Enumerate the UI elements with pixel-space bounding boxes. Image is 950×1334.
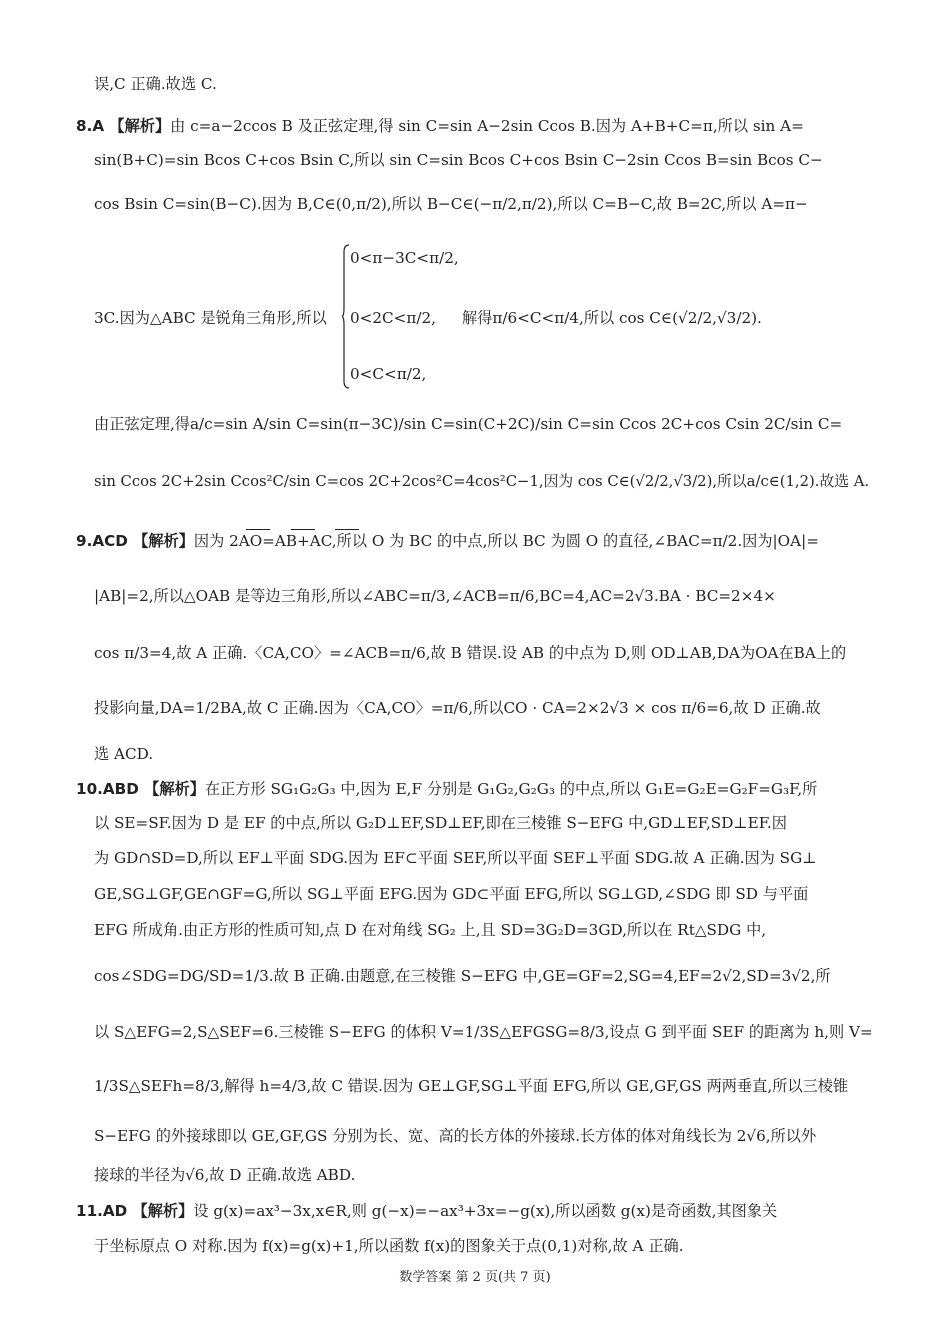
line-text: S−EFG 的外接球即以 GE,GF,GS 分别为长、宽、高的长方体的外接球.长方体的体对角线长为 2√6,所以外 xyxy=(94,1127,817,1145)
line-text: 1/3S△SEFh=8/3,解得 h=4/3,故 C 错误.因为 GE⊥GF,SG⊥平面 EFG,所以 GE,GF,GS 两两垂直,所以三棱锥 xyxy=(94,1077,849,1095)
line-text: 3C.因为△ABC 是锐角三角形,所以 xyxy=(94,309,327,327)
line-text: 0<2C<π/2, xyxy=(350,309,436,327)
line-text: 于坐标原点 O 对称.因为 f(x)=g(x)+1,所以函数 f(x)的图象关于点(0,1)对称,故 A 正确. xyxy=(94,1237,684,1255)
text-line-l11 xyxy=(94,472,874,492)
text-line-l13 xyxy=(94,586,874,606)
answer-label: 10.ABD 【解析】 xyxy=(76,780,205,798)
line-text: 在正方形 SG₁G₂G₃ 中,因为 E,F 分别是 G₁G₂,G₂G₃ 的中点,所以 G₁E=G₂E=G₂F=G₃F,所 xyxy=(204,780,818,798)
vector-bar xyxy=(291,529,315,530)
answer-label: 9.ACD 【解析】 xyxy=(76,532,194,550)
line-text: cos∠SDG=DG/SD=1/3.故 B 正确.由题意,在三棱锥 S−EFG 中,GE=GF=2,SG=4,EF=2√2,SD=3√2,所 xyxy=(94,967,831,985)
text-line-l04 xyxy=(94,194,874,214)
text-line-l03 xyxy=(94,150,874,170)
line-text: 解得π/6<C<π/4,所以 cos C∈(√2/2,√3/2). xyxy=(462,309,762,327)
text-line-l16 xyxy=(94,744,874,764)
text-line-l19 xyxy=(94,848,874,868)
line-text: cos π/3=4,故 A 正确.〈CA,CO〉=∠ACB=π/6,故 B 错误.设 AB 的中点为 D,则 OD⊥AB,DA为OA在BA上的 xyxy=(94,644,847,662)
line-text: 设 g(x)=ax³−3x,x∈R,则 g(−x)=−ax³+3x=−g(x),所以函数 g(x)是奇函数,其图象关 xyxy=(193,1202,778,1220)
text-line-l18 xyxy=(94,813,874,833)
line-text: 由正弦定理,得a/c=sin A/sin C=sin(π−3C)/sin C=sin(C+2C)/sin C=sin Ccos 2C+cos Csin 2C/sin C= xyxy=(94,415,843,433)
line-text: 接球的半径为√6,故 D 正确.故选 ABD. xyxy=(94,1166,356,1184)
line-text: 0<π−3C<π/2, xyxy=(350,249,459,267)
text-line-l20 xyxy=(94,884,874,904)
line-text: |AB|=2,所以△OAB 是等边三角形,所以∠ABC=π/3,∠ACB=π/6,BC=4,AC=2√3.BA · BC=2×4× xyxy=(94,587,776,605)
vector-bar xyxy=(246,529,270,530)
line-text: 以 S△EFG=2,S△SEF=6.三棱锥 S−EFG 的体积 V=1/3S△EFGSG=8/3,设点 G 到平面 SEF 的距离为 h,则 V= xyxy=(94,1023,873,1041)
text-line-l14 xyxy=(94,643,874,663)
line-text: EFG 所成角.由正方形的性质可知,点 D 在对角线 SG₂ 上,且 SD=3G₂D=3GD,所以在 Rt△SDG 中, xyxy=(94,921,767,939)
line-text: 误,C 正确.故选 C. xyxy=(94,75,217,93)
text-line-l17 xyxy=(76,779,874,799)
vector-bar xyxy=(335,529,359,530)
line-text: 0<C<π/2, xyxy=(350,365,427,383)
text-line-l08 xyxy=(462,308,874,328)
text-line-l15 xyxy=(94,698,874,718)
text-line-l26 xyxy=(94,1165,874,1185)
text-line-l05 xyxy=(350,248,874,268)
text-line-l21 xyxy=(94,920,874,940)
line-text: 选 ACD. xyxy=(94,745,154,763)
line-text: 由 c=a−2ccos B 及正弦定理,得 sin C=sin A−2sin Ccos B.因为 A+B+C=π,所以 sin A= xyxy=(170,117,804,135)
line-text: 以 SE=SF.因为 D 是 EF 的中点,所以 G₂D⊥EF,SD⊥EF,即在三棱锥 S−EFG 中,GD⊥EF,SD⊥EF.因 xyxy=(94,814,787,832)
text-line-l28 xyxy=(94,1236,874,1256)
text-line-l25 xyxy=(94,1126,874,1146)
text-line-l12 xyxy=(76,531,874,551)
page-footer: 数学答案 第 2 页(共 7 页) xyxy=(399,1270,551,1285)
text-line-l23 xyxy=(94,1022,874,1042)
text-line-l01 xyxy=(94,74,874,94)
text-line-l22 xyxy=(94,966,874,986)
line-text: GE,SG⊥GF,GE∩GF=G,所以 SG⊥平面 EFG.因为 GD⊂平面 EFG,所以 SG⊥GD,∠SDG 即 SD 与平面 xyxy=(94,885,809,903)
line-text: 因为 2AO=AB+AC,所以 O 为 BC 的中点,所以 BC 为圆 O 的直径,∠BAC=π/2.因为|OA|= xyxy=(193,532,819,550)
line-text: 投影向量,DA=1/2BA,故 C 正确.因为〈CA,CO〉=π/6,所以CO · CA=2×2√3 × cos π/6=6,故 D 正确.故 xyxy=(94,699,821,717)
line-text: sin(B+C)=sin Bcos C+cos Bsin C,所以 sin C=sin Bcos C+cos Bsin C−2sin Ccos B=sin Bcos C− xyxy=(94,151,823,169)
text-line-l27 xyxy=(76,1201,874,1221)
text-line-l02 xyxy=(76,116,874,136)
answer-label: 11.AD 【解析】 xyxy=(76,1202,194,1220)
text-line-l24 xyxy=(94,1076,874,1096)
text-line-l10 xyxy=(94,414,874,434)
line-text: 为 GD∩SD=D,所以 EF⊥平面 SDG.因为 EF⊂平面 SEF,所以平面 SEF⊥平面 SDG.故 A 正确.因为 SG⊥ xyxy=(94,849,817,867)
answer-label: 8.A 【解析】 xyxy=(76,117,171,135)
line-text: cos Bsin C=sin(B−C).因为 B,C∈(0,π/2),所以 B−C∈(−π/2,π/2),所以 C=B−C,故 B=2C,所以 A=π− xyxy=(94,195,808,213)
text-line-l09 xyxy=(350,364,874,384)
line-text: sin Ccos 2C+2sin Ccos²C/sin C=cos 2C+2cos²C=4cos²C−1,因为 cos C∈(√2/2,√3/2),所以a/c∈(1,2).故选 A. xyxy=(94,473,870,490)
